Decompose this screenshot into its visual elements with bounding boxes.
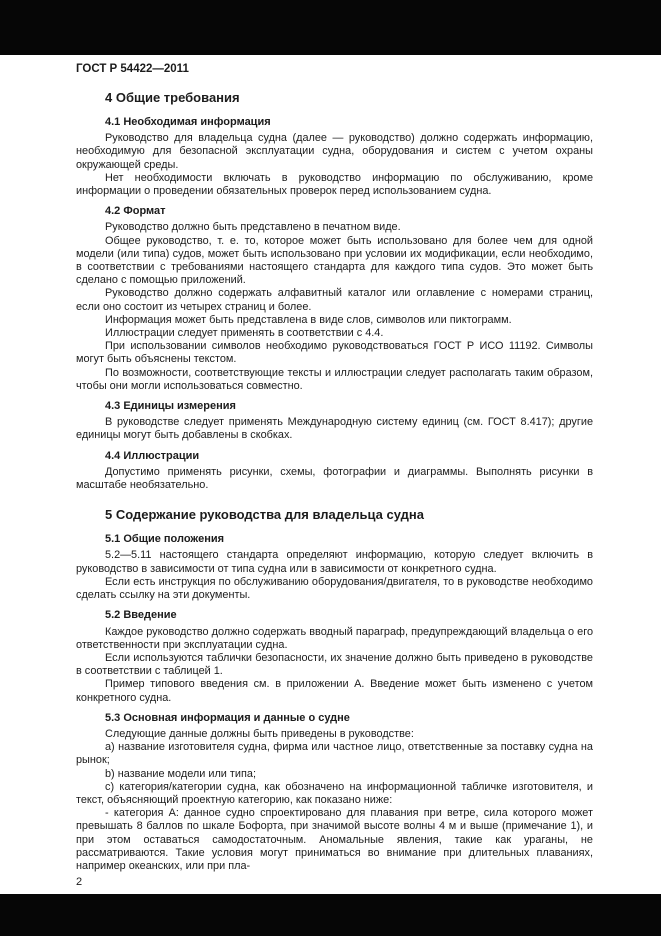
section-4-2-heading: 4.2 Формат	[105, 205, 166, 218]
scan-edge-top	[0, 0, 661, 55]
paragraph: Руководство должно быть представлено в печатном виде.	[105, 221, 401, 234]
paragraph: Пример типового введения см. в приложении А. Введение может быть изменено с учетом конкретного судна.	[76, 678, 593, 704]
list-item-a: a) название изготовителя судна, фирма или частное лицо, ответственные за поставку судна на рынок;	[76, 741, 593, 767]
paragraph: Руководство должно содержать алфавитный каталог или оглавление с номерами страниц, если оно состоит из четырех страниц и более.	[76, 287, 593, 313]
section-5-1-heading: 5.1 Общие положения	[105, 533, 225, 546]
section-5-2-heading: 5.2 Введение	[105, 609, 177, 622]
paragraph: Общее руководство, т. е. то, которое может быть использовано для более чем для одной модели (или типа) судов, может быть использовано при условии их модификации, если необходимо, в соответствии с требованиями настоящего стандарта для каждого типа судов. Это может быть сделано с помощью приложений.	[76, 234, 593, 287]
document-body	[76, 90, 593, 873]
section-4-3-heading: 4.3 Единицы измерения	[105, 400, 236, 413]
paragraph: Если используются таблички безопасности, их значение должно быть приведено в руководстве в соответствии с таблицей 1.	[76, 651, 593, 678]
paragraph: Информация может быть представлена в виде слов, символов или пиктограмм.	[105, 313, 512, 326]
paragraph: Если есть инструкция по обслуживанию оборудования/двигателя, то в руководстве необходимо сделать ссылку на эти документы.	[76, 575, 593, 602]
paragraph: Следующие данные должны быть приведены в руководстве:	[105, 727, 414, 740]
paragraph: Нет необходимости включать в руководство информацию по обслуживанию, кроме информации о проведении обязательных проверок перед использованием судна.	[76, 171, 593, 198]
paragraph: Каждое руководство должно содержать вводный параграф, предупреждающий владельца о его ответственности при эксплуатации судна.	[76, 625, 593, 651]
paragraph: При использовании символов необходимо руководствоваться ГОСТ Р ИСО 11192. Символы могут быть объяснены текстом.	[76, 340, 593, 366]
section-5-3-heading: 5.3 Основная информация и данные о судне	[105, 711, 350, 724]
section-4-heading: 4 Общие требования	[105, 90, 240, 105]
page-content	[0, 55, 661, 894]
section-4-1-heading: 4.1 Необходимая информация	[105, 116, 271, 128]
list-item-category-a: - категория А: данное судно спроектировано для плавания при ветре, сила которого может превышать 8 баллов по шкале Бофорта, при значимой высоте волны 4 м и выше (примечание 1), и при этом оставаться самодостаточным. Аномальные явления, такие как ураганы, не рассматриваются. Такие условия могут приниматься во внимание при длительных плаваниях, например океанских, или при пла-	[76, 807, 593, 872]
section-5-heading: 5 Содержание руководства для владельца судна	[105, 507, 424, 523]
paragraph: Иллюстрации следует применять в соответствии с 4.4.	[105, 327, 384, 340]
paragraph: Допустимо применять рисунки, схемы, фотографии и диаграммы. Выполнять рисунки в масштабе необязательно.	[76, 465, 593, 492]
list-item-c: c) категория/категории судна, как обозначено на информационной табличке изготовителя, и текст, объясняющий проектную категорию, как показано ниже:	[76, 780, 593, 806]
paragraph: По возможности, соответствующие тексты и иллюстрации следует располагать таким образом, чтобы они могли использоваться совместно.	[76, 366, 593, 392]
document-header-standard-number: ГОСТ Р 54422—2011	[76, 63, 189, 75]
paragraph: В руководстве следует применять Международную систему единиц (см. ГОСТ 8.417); другие единицы могут быть добавлены в скобках.	[76, 416, 593, 442]
list-item-b: b) название модели или типа;	[105, 767, 256, 780]
paragraph: Руководство для владельца судна (далее — руководство) должно содержать информацию, необходимую для безопасной эксплуатации судна, оборудования и систем с учетом охраны окружающей среды.	[76, 132, 593, 171]
scan-edge-bottom	[0, 894, 661, 936]
paragraph: 5.2—5.11 настоящего стандарта определяют информацию, которую следует включить в руководство в зависимости от типа судна или в зависимости от конкретного судна.	[76, 549, 593, 575]
page-number: 2	[76, 876, 83, 888]
section-4-4-heading: 4.4 Иллюстрации	[105, 449, 200, 462]
